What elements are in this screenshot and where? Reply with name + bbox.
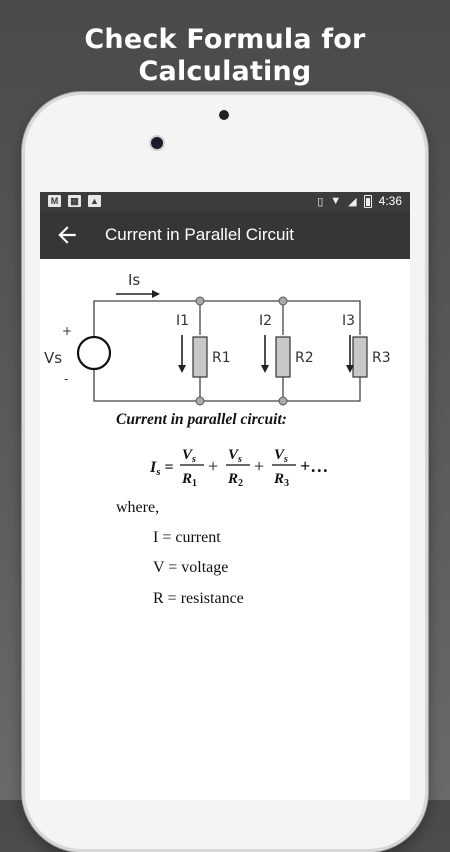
branch-current-i1-arrow-icon [178, 335, 186, 373]
source-minus-sign: - [64, 372, 69, 386]
image-icon: ▲ [88, 195, 101, 207]
promo-line-1: Check Formula for Calculating [84, 24, 366, 87]
phone-camera [151, 137, 163, 149]
wifi-icon: ▼ [330, 195, 342, 207]
svg-text:+…: +… [300, 456, 329, 476]
branch-current-i2-arrow-icon [261, 335, 269, 373]
signal-icon: ◢ [348, 195, 357, 208]
branch-current-i3-label: I3 [342, 313, 356, 329]
definition-current: I = current [153, 529, 221, 546]
svg-text:R3: $R_3$ [274, 471, 290, 489]
status-time: 4:36 [378, 194, 402, 208]
phone-screen [40, 192, 410, 800]
resistor-r2-label: R2 [295, 350, 314, 366]
where-label: where, [116, 499, 160, 516]
resistor-r1-label: R1 [212, 350, 231, 366]
svg-text:Is =: Is = [150, 459, 174, 478]
resistor-r2 [276, 337, 290, 377]
source-current-arrow-icon [116, 290, 160, 298]
voltage-source-icon [78, 337, 110, 369]
source-label: Vs [44, 349, 63, 367]
parallel-circuit-diagram [40, 265, 410, 415]
definition-voltage: V = voltage [153, 559, 229, 576]
source-current-label: Is [128, 271, 141, 289]
svg-text:R1: $R_1$ [182, 471, 198, 489]
calendar-app-icon: ▦ [68, 195, 81, 207]
arrow-left-icon[interactable] [54, 222, 80, 248]
battery-icon [364, 195, 372, 208]
vibrate-icon: ▯ [317, 195, 324, 208]
junction-nodes [196, 297, 287, 405]
svg-text:R2: $R_2$ [228, 471, 244, 489]
svg-text:+: + [254, 456, 265, 476]
formula-caption: Current in parallel circuit: [116, 411, 287, 428]
app-bar-title: Current in Parallel Circuit [105, 225, 294, 244]
phone-speaker [219, 110, 229, 120]
branch-current-i1-label: I1 [176, 313, 190, 329]
current-formula [150, 441, 360, 493]
svg-text:+: + [208, 456, 219, 476]
resistor-r3 [353, 337, 367, 377]
svg-text:Vs: $V_s$ [228, 447, 242, 465]
resistor-r1 [193, 337, 207, 377]
branch-current-i2-label: I2 [259, 313, 273, 329]
app-bar [40, 212, 410, 259]
resistor-r3-label: R3 [372, 350, 391, 366]
status-bar [40, 192, 410, 212]
svg-text:Vs: $V_s$ [182, 447, 196, 465]
gmail-icon: M [48, 195, 61, 207]
source-plus-sign: + [62, 324, 73, 338]
content-area [40, 259, 410, 800]
svg-text:Vs: $V_s$ [274, 447, 288, 465]
definition-resistance: R = resistance [153, 590, 244, 607]
